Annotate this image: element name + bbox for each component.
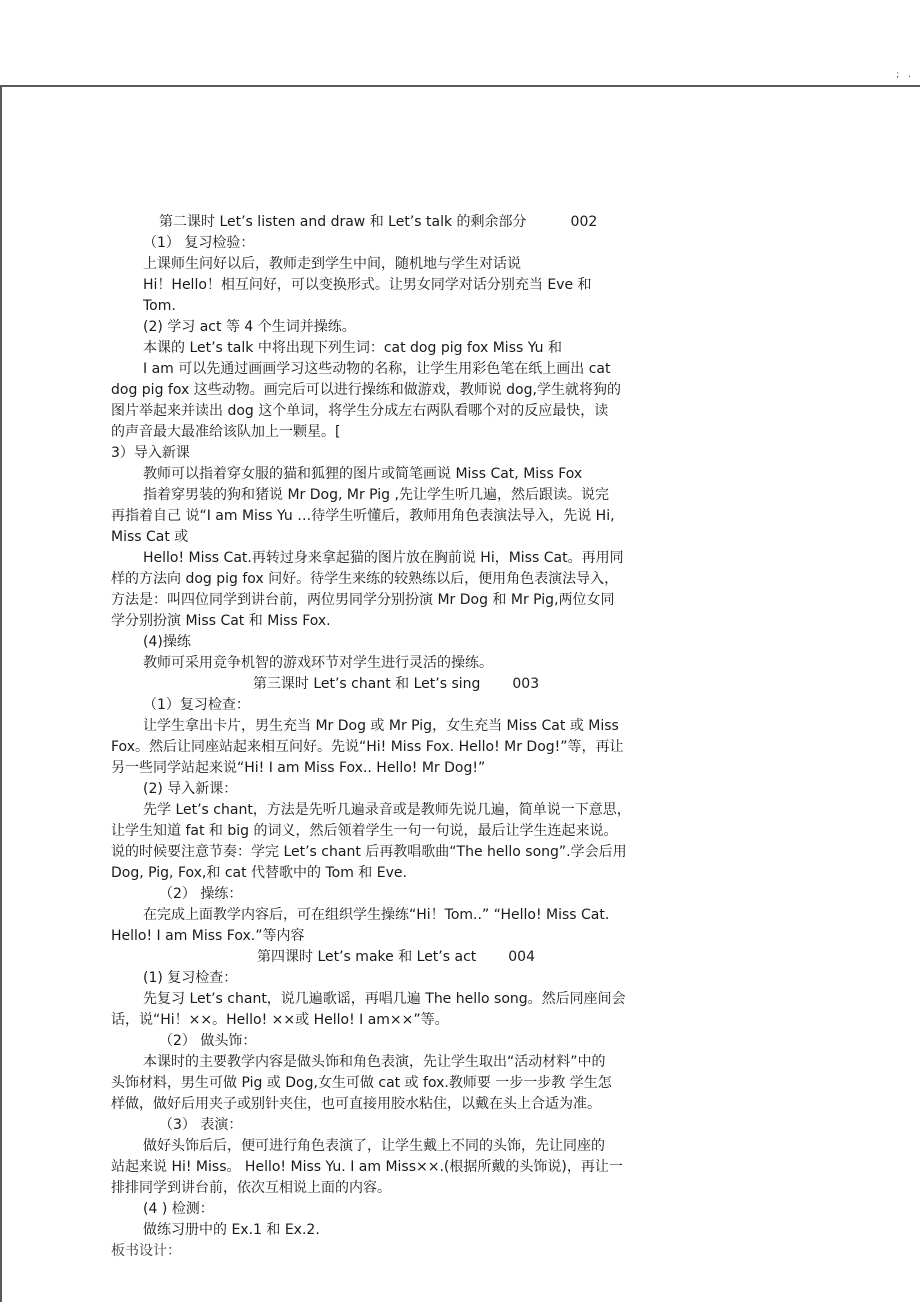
line-text: Hello! I am Miss Fox.”等内容: [111, 928, 305, 944]
line-text: 教师可采用竞争机智的游戏环节对学生进行灵活的操练。: [143, 655, 493, 671]
line-text: （1） 复习检验：: [143, 235, 255, 251]
line-text: （1）复习检查：: [143, 697, 250, 713]
text-line: [111, 443, 681, 464]
document-body: [111, 212, 681, 1262]
text-line: [111, 296, 681, 317]
header-rule: [0, 85, 920, 87]
text-line: [111, 1178, 681, 1199]
text-line: [111, 317, 681, 338]
line-text: Miss Cat 或: [111, 529, 189, 545]
text-line: [111, 254, 681, 275]
line-text: 做练习册中的 Ex.1 和 Ex.2.: [143, 1222, 320, 1238]
line-text: 板书设计：: [111, 1243, 181, 1259]
text-line: [111, 275, 681, 296]
text-line: [111, 1220, 681, 1241]
text-line: [111, 884, 681, 905]
lesson-number: 003: [512, 676, 540, 692]
line-text: 教师可以指着穿女服的猫和狐狸的图片或简笔画说 Miss Cat, Miss Fox: [143, 466, 583, 482]
left-margin-rule: [0, 86, 2, 1302]
text-line: [111, 1157, 681, 1178]
text-line: [111, 1094, 681, 1115]
text-line: [111, 401, 681, 422]
line-text: (4)操练: [143, 634, 191, 650]
line-text: 样做，做好后用夹子或别针夹住，也可直接用胶水粘住，以戴在头上合适为准。: [111, 1096, 601, 1112]
line-text: (4 ) 检测：: [143, 1201, 214, 1217]
text-line: [111, 548, 681, 569]
line-text: (2) 学习 act 等 4 个生词并操练。: [143, 319, 356, 335]
text-line: [111, 842, 681, 863]
line-text: 指着穿男装的狗和猪说 Mr Dog, Mr Pig ,先让学生听几遍，然后跟读。说完: [143, 487, 609, 503]
line-text: 先复习 Let’s chant，说几遍歌谣，再唱几遍 The hello song。然后同座间会: [143, 991, 626, 1007]
text-line: [111, 989, 681, 1010]
text-line: [111, 695, 681, 716]
text-line: [111, 653, 681, 674]
line-text: Tom.: [143, 298, 176, 314]
corner-mark: ; .: [896, 70, 914, 80]
text-line: [111, 905, 681, 926]
text-line: [111, 968, 681, 989]
text-line: [111, 758, 681, 779]
line-text: 第二课时 Let’s listen and draw 和 Let’s talk 的剩余部分: [159, 214, 527, 230]
line-text: Hi！Hello！相互问好，可以变换形式。让男女同学对话分别充当 Eve 和: [143, 277, 592, 293]
line-text: （2） 操练：: [159, 886, 243, 902]
line-text: (1) 复习检查：: [143, 970, 238, 986]
text-line: [111, 380, 681, 401]
line-text: 另一些同学站起来说“Hi! I am Miss Fox.. Hello! Mr Dog!”: [111, 760, 486, 776]
line-text: 说的时候要注意节奏：学完 Let’s chant 后再教唱歌曲“The hello song”.学会后用: [111, 844, 627, 860]
text-line: [111, 1115, 681, 1136]
text-line: [111, 779, 681, 800]
line-text: 让学生拿出卡片，男生充当 Mr Dog 或 Mr Pig，女生充当 Miss Cat 或 Miss: [143, 718, 619, 734]
text-line: [111, 1136, 681, 1157]
lesson-number: 002: [570, 214, 598, 230]
text-line: [111, 359, 681, 380]
line-text: 先学 Let’s chant，方法是先听几遍录音或是教师先说几遍，简单说一下意思，: [143, 802, 631, 818]
line-text: (2) 导入新课：: [143, 781, 238, 797]
lesson-heading: [111, 947, 681, 968]
line-text: 头饰材料，男生可做 Pig 或 Dog,女生可做 cat 或 fox.教师要 一步一步教 学生怎: [111, 1075, 612, 1091]
line-text: 样的方法向 dog pig fox 问好。待学生来练的较熟练以后，便用角色表演法导入，: [111, 571, 619, 587]
text-line: [111, 863, 681, 884]
line-text: 本课的 Let’s talk 中将出现下列生词：cat dog pig fox Miss Yu 和: [143, 340, 563, 356]
text-line: [111, 611, 681, 632]
text-line: [111, 1031, 681, 1052]
line-text: Dog, Pig, Fox,和 cat 代替歌中的 Tom 和 Eve.: [111, 865, 407, 881]
text-line: [111, 233, 681, 254]
line-text: dog pig fox 这些动物。画完后可以进行操练和做游戏，教师说 dog,学生就将狗的: [111, 382, 621, 398]
line-text: 本课时的主要教学内容是做头饰和角色表演，先让学生取出“活动材料”中的: [143, 1054, 606, 1070]
line-text: 第四课时 Let’s make 和 Let’s act: [257, 949, 477, 965]
line-text: I am 可以先通过画画学习这些动物的名称，让学生用彩色笔在纸上画出 cat: [143, 361, 611, 377]
text-line: [111, 821, 681, 842]
text-line: [111, 1241, 681, 1262]
text-line: [111, 1199, 681, 1220]
line-text: 站起来说 Hi! Miss。 Hello! Miss Yu. I am Miss××.(根据所戴的头饰说)，再让一: [111, 1159, 623, 1175]
text-line: [111, 338, 681, 359]
text-line: [111, 569, 681, 590]
line-text: 话，说“Hi！××。Hello! ××或 Hello! I am××”等。: [111, 1012, 449, 1028]
line-text: （2） 做头饰：: [159, 1033, 257, 1049]
text-line: [111, 527, 681, 548]
text-line: [111, 590, 681, 611]
line-text: 图片举起来并读出 dog 这个单词，将学生分成左右两队看哪个对的反应最快，读: [111, 403, 609, 419]
line-text: 学分别扮演 Miss Cat 和 Miss Fox.: [111, 613, 331, 629]
text-line: [111, 716, 681, 737]
text-line: [111, 485, 681, 506]
text-line: [111, 926, 681, 947]
line-text: 再指着自己 说“I am Miss Yu …待学生听懂后，教师用角色表演法导入，先说 Hi,: [111, 508, 615, 524]
text-line: [111, 800, 681, 821]
lesson-number: 004: [508, 949, 535, 965]
line-text: 3）导入新课: [111, 445, 190, 461]
line-text: 上课师生问好以后，教师走到学生中间，随机地与学生对话说: [143, 256, 521, 272]
text-line: [111, 1052, 681, 1073]
line-text: 在完成上面教学内容后，可在组织学生操练“Hi！Tom..” “Hello! Miss Cat.: [143, 907, 610, 923]
text-line: [111, 1073, 681, 1094]
text-line: [111, 464, 681, 485]
line-text: 让学生知道 fat 和 big 的词义，然后领着学生一句一句说，最后让学生连起来说。: [111, 823, 618, 839]
text-line: [111, 737, 681, 758]
line-text: Fox。然后让同座站起来相互问好。先说“Hi! Miss Fox. Hello! Mr Dog!”等，再让: [111, 739, 624, 755]
line-text: 做好头饰后后，便可进行角色表演了，让学生戴上不同的头饰，先让同座的: [143, 1138, 605, 1154]
line-text: 的声音最大最准给该队加上一颗星。[: [111, 424, 341, 440]
line-text: Hello! Miss Cat.再转过身来拿起猫的图片放在胸前说 Hi，Miss Cat。再用同: [143, 550, 624, 566]
text-line: [111, 506, 681, 527]
lesson-heading: [111, 212, 681, 233]
text-line: [111, 632, 681, 653]
text-line: [111, 1010, 681, 1031]
line-text: 方法是：叫四位同学到讲台前，两位男同学分别扮演 Mr Dog 和 Mr Pig,两位女同: [111, 592, 615, 608]
text-line: [111, 422, 681, 443]
line-text: 第三课时 Let’s chant 和 Let’s sing: [252, 676, 481, 692]
lesson-heading: [111, 674, 681, 695]
line-text: （3） 表演：: [159, 1117, 243, 1133]
line-text: 排排同学到讲台前，依次互相说上面的内容。: [111, 1180, 391, 1196]
